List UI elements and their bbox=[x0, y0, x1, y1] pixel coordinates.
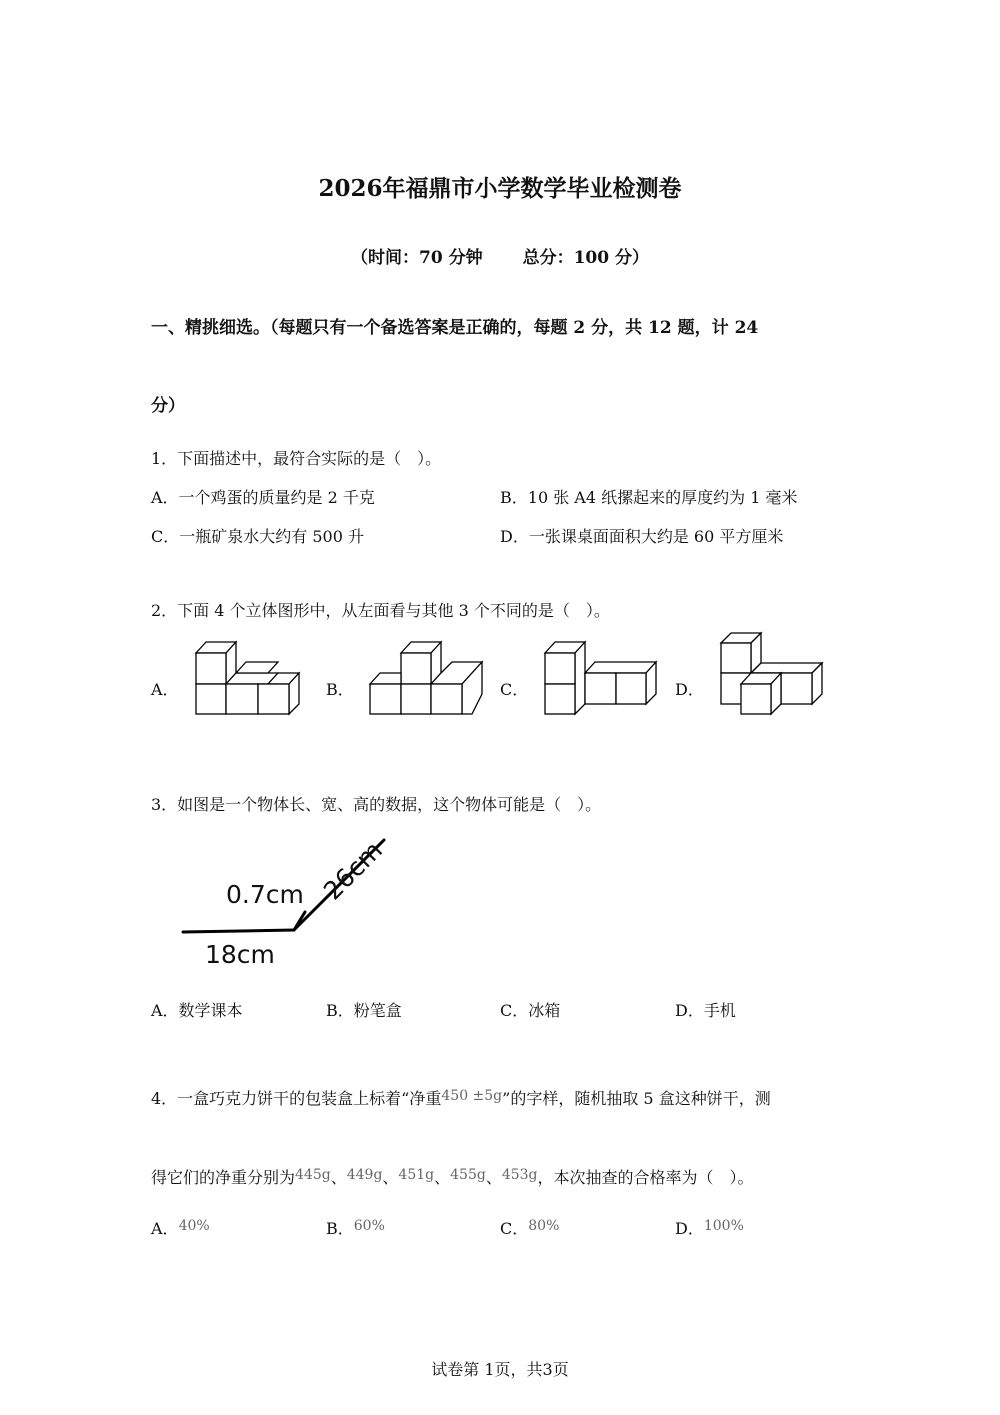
q3-option-b: B．粉笔盒 bbox=[326, 1001, 402, 1020]
section-heading-line2: 分） bbox=[151, 396, 185, 416]
q4-net-weight: 450 ±5g bbox=[441, 1088, 503, 1104]
q1-option-c: C．一瓶矿泉水大约有 500 升 bbox=[151, 527, 364, 546]
q4-option-c: C．80% bbox=[500, 1218, 560, 1238]
q2-label-d: D． bbox=[675, 680, 704, 699]
q4-weight: 455g bbox=[450, 1167, 486, 1183]
q4-weight: 451g bbox=[398, 1167, 435, 1183]
score-info: 总分：100 分） bbox=[522, 248, 649, 268]
q1-option-b: B．10 张 A4 纸摞起来的厚度约为 1 毫米 bbox=[500, 488, 798, 507]
q1-stem: 1．下面描述中，最符合实际的是（ ）。 bbox=[151, 449, 442, 468]
time-info: （时间：70 分钟 bbox=[351, 248, 483, 268]
q1-option-d: D．一张课桌面面积大约是 60 平方厘米 bbox=[500, 527, 784, 546]
q3-option-a: A．数学课本 bbox=[151, 1001, 243, 1020]
section-heading-line1: 一、精挑细选。（每题只有一个备选答案是正确的，每题 2 分，共 12 题，计 24 bbox=[151, 318, 759, 338]
page-footer: 试卷第 1页，共3页 bbox=[431, 1360, 569, 1379]
q4-option-d: D．100% bbox=[675, 1218, 744, 1238]
label-width: 26cm bbox=[318, 835, 388, 906]
q1-option-a: A．一个鸡蛋的质量约是 2 千克 bbox=[151, 488, 375, 507]
q2-label-a: A． bbox=[151, 680, 179, 699]
q4-weight: 445g bbox=[295, 1167, 331, 1183]
q3-option-d: D．手机 bbox=[675, 1001, 736, 1020]
q4-weight: 453g bbox=[501, 1167, 538, 1183]
q2-label-c: C． bbox=[500, 680, 529, 699]
q4-weight: 449g bbox=[346, 1167, 383, 1183]
q4-option-b: B．60% bbox=[326, 1218, 385, 1238]
q2-stem: 2．下面 4 个立体图形中，从左面看与其他 3 个不同的是（ ）。 bbox=[151, 601, 610, 620]
q4-option-a: A．40% bbox=[151, 1218, 210, 1238]
q3-stem: 3．如图是一个物体长、宽、高的数据，这个物体可能是（ ）。 bbox=[151, 795, 602, 814]
q4-line2: 得它们的净重分别为445g、449g、451g、455g、453g，本次抽查的合格率为（ ）。 bbox=[151, 1167, 754, 1187]
label-height: 0.7cm bbox=[226, 880, 304, 909]
label-length: 18cm bbox=[205, 940, 275, 969]
q2-label-b: B． bbox=[326, 680, 354, 699]
q4-line1: 4．一盒巧克力饼干的包装盒上标着“净重450 ±5g”的字样，随机抽取 5 盒这种饼干，测 bbox=[151, 1088, 771, 1108]
page-title: 2026年福鼎市小学数学毕业检测卷 bbox=[318, 175, 682, 202]
q3-option-c: C．冰箱 bbox=[500, 1001, 561, 1020]
